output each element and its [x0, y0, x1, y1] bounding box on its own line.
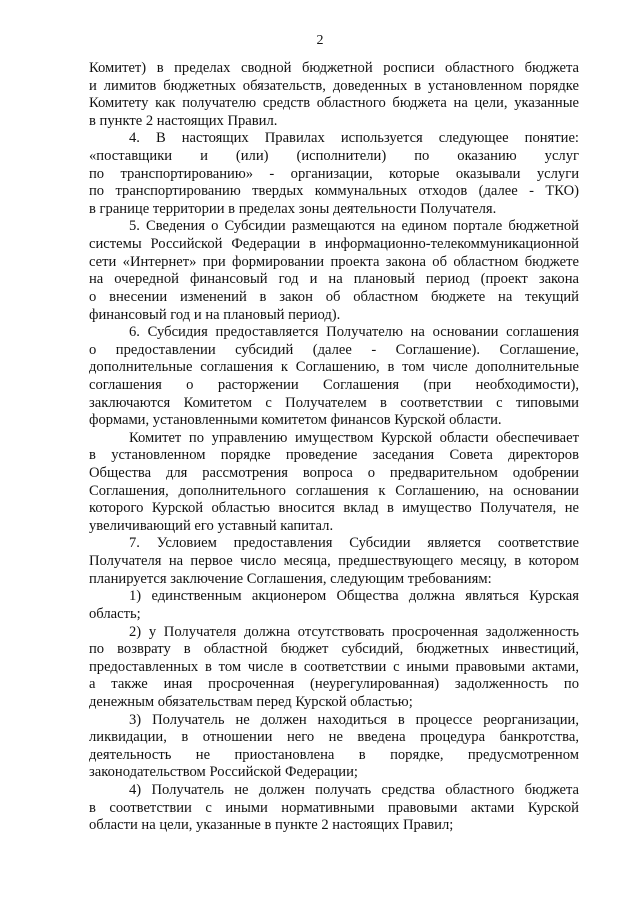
text-line: сети «Интернет» при формировании проекта закона об областном бюджете [89, 253, 579, 270]
text-line: «поставщики и (или) (исполнители) по оказанию услуг [89, 148, 579, 165]
text-line: в пункте 2 настоящих Правил. [89, 112, 278, 129]
text-line: а также иная просроченная (неурегулированная) задолженность по [89, 676, 579, 693]
text-line: 1) единственным акционером Общества должна являться Курская [129, 588, 579, 605]
text-line: Получателя на первое число месяца, предшествующего месяцу, в котором [89, 553, 579, 570]
text-line: о внесении изменений в закон об областном бюджете на текущий [89, 288, 579, 305]
text-line: по транспортированию» - организации, которые оказывали услуги [89, 165, 579, 182]
text-line: и лимитов бюджетных обязательств, доведенных в установленном порядке [89, 77, 579, 94]
text-line: 4) Получатель не должен получать средства областного бюджета [129, 781, 579, 798]
text-line: финансовый год и на плановый период). [89, 306, 341, 323]
document-body [89, 60, 579, 835]
text-line: дополнительные соглашения к Соглашению, в том числе дополнительные [89, 359, 579, 376]
text-line: Соглашения, дополнительного соглашения к Соглашению, на основании [89, 482, 579, 499]
text-line: 7. Условием предоставления Субсидии является соответствие [129, 535, 579, 552]
text-line: денежным обязательствам перед Курской областью; [89, 693, 413, 710]
text-line: Комитет) в пределах сводной бюджетной росписи областного бюджета [89, 60, 579, 76]
text-line: планируется заключение Соглашения, следующим требованиям: [89, 570, 492, 587]
text-line: 5. Сведения о Субсидии размещаются на едином портале бюджетной [129, 218, 579, 235]
text-line: предоставленных в том числе в соответствии с иными правовыми актами, [89, 658, 579, 675]
text-line: в границе территории в пределах зоны деятельности Получателя. [89, 200, 497, 217]
text-line: Комитету как получателю средств областного бюджета на цели, указанные [89, 95, 579, 112]
text-line: Комитет по управлению имуществом Курской области обеспечивает [129, 429, 579, 446]
page-number: 2 [316, 33, 324, 48]
text-line: которого Курской областью вносится вклад в имущество Получателя, не [89, 500, 579, 517]
text-line: 6. Субсидия предоставляется Получателю на основании соглашения [129, 324, 579, 341]
text-line: по транспортированию твердых коммунальных отходов (далее - ТКО) [89, 183, 579, 200]
text-line: ликвидации, в отношении него не введена процедура банкротства, [89, 729, 579, 746]
text-line: Общества для рассмотрения вопроса о предварительном одобрении [89, 465, 579, 482]
text-line: по возврату в областной бюджет субсидий, бюджетных инвестиций, [89, 641, 579, 658]
text-line: системы Российской Федерации в информационно-телекоммуникационной [89, 236, 579, 253]
text-line: заключаются Комитетом с Получателем в соответствии с типовыми [89, 394, 579, 411]
text-line: 2) у Получателя должна отсутствовать просроченная задолженность [129, 623, 579, 640]
text-line: область; [89, 605, 141, 622]
text-line: о предоставлении субсидий (далее - Соглашение). Соглашение, [89, 341, 579, 358]
text-line: на очередной финансовый год и на плановый период (проект закона [89, 271, 579, 288]
text-line: области на цели, указанные в пункте 2 настоящих Правил; [89, 817, 454, 834]
text-line: в установленном порядке проведение заседания Совета директоров [89, 447, 579, 464]
text-line: деятельность не приостановлена в порядке, предусмотренном [89, 746, 579, 763]
text-line: 3) Получатель не должен находиться в процессе реорганизации, [129, 711, 579, 728]
text-line: в соответствии с иными нормативными правовыми актами Курской [89, 799, 579, 816]
text-line: формами, установленными комитетом финансов Курской области. [89, 412, 502, 429]
text-line: соглашения о расторжении Соглашения (при необходимости), [89, 376, 579, 393]
text-line: 4. В настоящих Правилах используется следующее понятие: [129, 130, 579, 147]
text-line: законодательством Российской Федерации; [89, 764, 358, 781]
text-line: увеличивающий его уставный капитал. [89, 517, 334, 534]
